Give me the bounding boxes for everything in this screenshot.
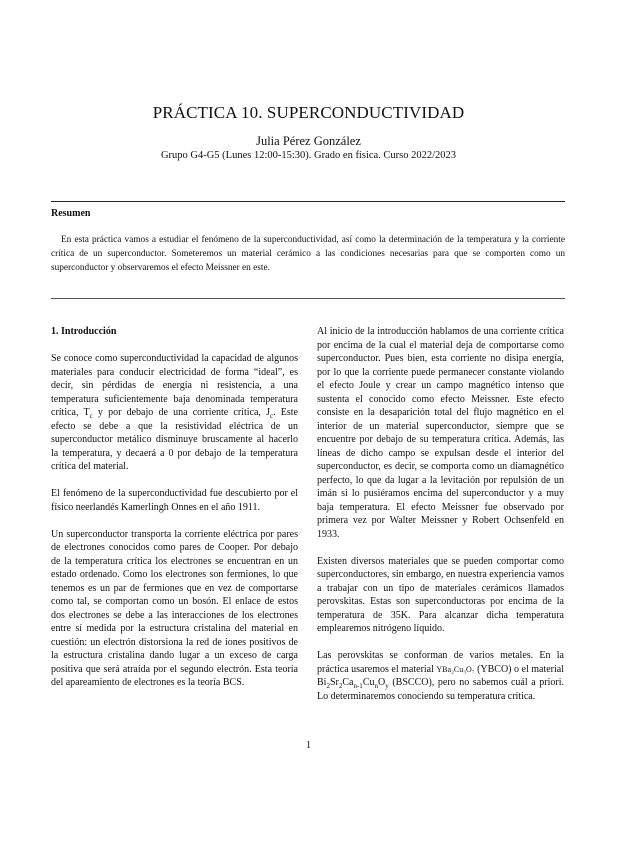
formula-sr: Sr (329, 677, 339, 688)
paragraph-discovery: El fenómeno de la superconductividad fue descubierto por el físico neerlandés Kamerlingh Onnes en el año 1911. (51, 488, 298, 513)
paragraph-perovskites (317, 649, 564, 703)
perovskites-part-a: Las perovskitas se conforman de varios metales. En la práctica usaremos el material (317, 650, 564, 675)
perovskites-part-c: (BSCCO), pero no sabemos cuál a priori. Lo determinaremos conociendo su temperatura crítica. (317, 677, 564, 702)
paragraph-materials: Existen diversos materiales que se pueden comportar como superconductores, sin embargo, en nuestra experiencia vamos a trabajar con un tipo de materiales cerámicos llamados perovskitas. Estas son superconductoras por encima de la temperatura de 35K. Para alcanzar dicha temperatura emplearemos nitrógeno líquido. (317, 555, 564, 634)
subscript-jc: c (269, 412, 274, 420)
formula-sub-ca: n-1 (353, 682, 363, 690)
formula-o: O (377, 677, 386, 688)
right-column (317, 325, 564, 717)
formula-sub-sr: 2 (338, 682, 343, 690)
author-name: Julia Pérez González (256, 134, 361, 148)
formula-sub-bi: 2 (326, 682, 330, 690)
paragraph-definition (51, 352, 298, 474)
formula-sub-cu: n (374, 682, 378, 690)
abstract-heading: Resumen (51, 208, 91, 219)
formula-sub-o: y (385, 682, 389, 690)
abstract-text: En esta práctica vamos a estudiar el fenómeno de la superconductividad, así como la determinación de la temperatura y la corriente crítica de un superconductor. Someteremos un material cerámico a las condiciones necesarias para que se comporten como un superconductor y observaremos el efecto Meissner en este. (51, 235, 565, 273)
abstract-divider (51, 298, 565, 299)
paragraph-cooper-pairs: Un superconductor transporta la corriente eléctrica por pares de electrones conocidos como pares de Cooper. Por debajo de la temperatura crítica los electrones se encuentran en un estado ordenado. Como los electrones son fermiones, lo que tenemos es un par de fermiones que en vez de comportarse como tal, se comportan como un bosón. El enlace de estos dos electrones se debe a las interacciones de los electrones entre sí medida por la estructura cristalina del material en cuestión: un electrón distorsiona la red de iones positivos de la estructura cristalina dando lugar a un exceso de carga positiva que será atraída por el segundo electrón. Esta teoría del apareamiento de electrones es la teoría BCS. (51, 528, 298, 688)
affiliation: Grupo G4-G5 (Lunes 12:00-15:30). Grado en física. Curso 2022/2023 (160, 150, 457, 161)
formula-ybco: YBa₂Cu₃O₇ (436, 664, 475, 674)
paragraph-meissner: Al inicio de la introducción hablamos de una corriente crítica por encima de la cual el material deja de comportarse como superconductor. Pues bien, esta corriente no disipa energía, por lo que la corriente puede permanecer constante violando el efecto Joule y crear un campo magnético intenso que sustenta el conocido como efecto Meissner. Este efecto consiste en la desaparición total del flujo magnético en el interior de un material superconductor, siempre que se encuentre por debajo de su temperatura crítica. Además, las líneas de dicho campo se expulsan desde el interior del superconductor, es decir, se comporta como un diamagnético perfecto, lo que da lugar a la levitación por repulsión de un imán si lo pusiéramos encima del superconductor y a muy baja temperatura. El efecto Meissner fue observado por primera vez por Walter Meissner y Robert Ochsenfeld en 1933. (317, 326, 564, 540)
left-column (51, 325, 298, 703)
formula-cu: Cu (362, 677, 375, 688)
formula-ca: Ca (342, 677, 354, 688)
paragraph-definition-part-b: y por debajo de una corriente crítica, J (92, 407, 270, 418)
paragraph-definition-part-c: . Este efecto se debe a que la resistividad eléctrica de un superconductor metálico disminuye bruscamente al hacerlo la temperatura, y decaerá a 0 por debajo de la temperatura crítica del material. (51, 407, 298, 472)
paragraph-definition-part-a: Se conoce como superconductividad la capacidad de algunos materiales para conducir electricidad de forma “ideal”, es decir, sin pérdidas de energía ni resistencia, a una temperatura suficientemente baja denominada temperatura crítica, T (51, 353, 298, 418)
section-heading-introduccion: 1. Introducción (51, 326, 117, 337)
top-divider (51, 201, 565, 202)
paper-title: PRÁCTICA 10. SUPERCONDUCTIVIDAD (152, 103, 465, 122)
page-number: 1 (306, 740, 311, 751)
subscript-tc: c (89, 412, 93, 420)
perovskites-part-b: (YBCO) o el material Bi (317, 663, 564, 688)
